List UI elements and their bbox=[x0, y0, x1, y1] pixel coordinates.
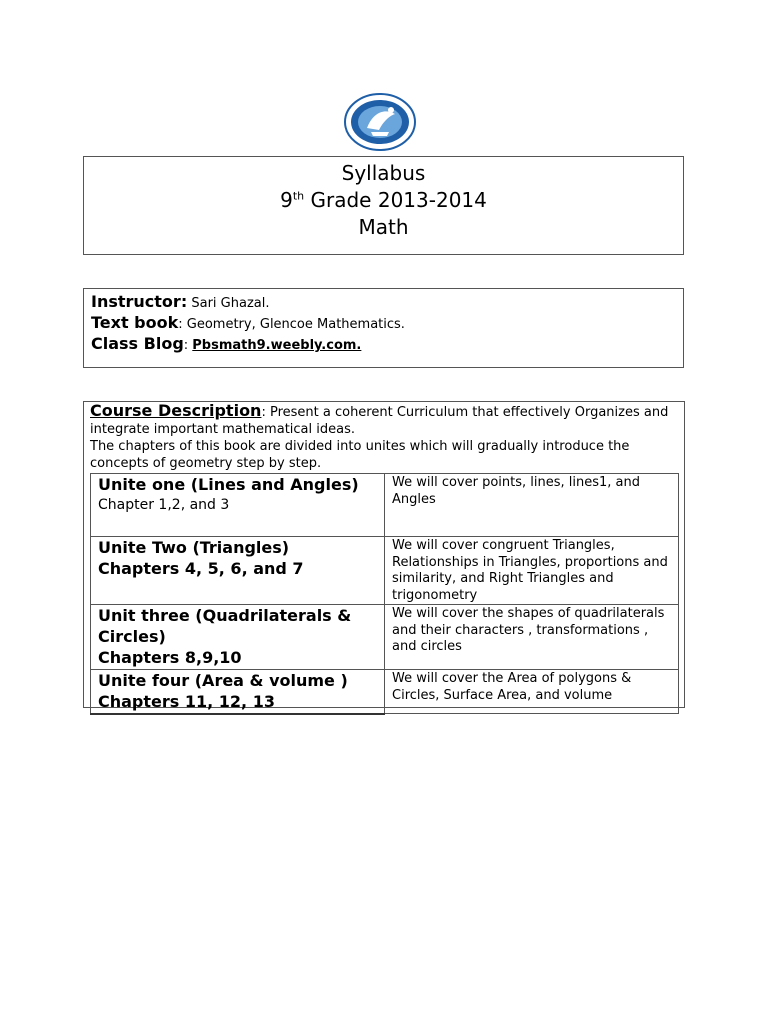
unit-title: Unit three (Quadrilaterals & Circles) bbox=[98, 606, 352, 646]
unit-chapters: Chapters 8,9,10 bbox=[98, 648, 242, 667]
instructor-line bbox=[91, 291, 676, 312]
unit-name-cell bbox=[91, 670, 385, 714]
unit-title: Unite one (Lines and Angles) bbox=[98, 475, 359, 494]
syllabus-title-box bbox=[83, 156, 684, 255]
subject-title: Math bbox=[358, 215, 409, 239]
units-table bbox=[90, 473, 679, 715]
grade-line bbox=[84, 187, 683, 214]
grade-year: Grade 2013-2014 bbox=[304, 188, 487, 212]
course-description bbox=[90, 402, 678, 472]
school-logo bbox=[343, 92, 417, 152]
textbook-label: Text book bbox=[91, 313, 179, 332]
class-blog-link[interactable]: Pbsmath9.weebly.com. bbox=[192, 338, 362, 353]
unit-cover-cell: We will cover congruent Triangles, Relationships in Triangles, proportions and similarity, and Right Triangles and trigonometry bbox=[385, 537, 679, 605]
unit-name-cell bbox=[91, 474, 385, 537]
instructor-label: Instructor: bbox=[91, 292, 188, 311]
syllabus-title: Syllabus bbox=[341, 161, 426, 185]
course-description-box bbox=[83, 401, 685, 711]
instructor-value: Sari Ghazal. bbox=[187, 296, 270, 311]
grade-suffix: th bbox=[292, 189, 305, 203]
unit-cover-cell: We will cover the shapes of quadrilaterals and their characters , transformations , and circles bbox=[385, 605, 679, 670]
unit-title: Unite four (Area & volume ) bbox=[98, 671, 348, 690]
course-info-box bbox=[83, 288, 684, 368]
course-description-text-2: The chapters of this book are divided into unites which will gradually introduce the concepts of geometry step by step. bbox=[90, 439, 630, 471]
course-description-text: : Present a coherent Curriculum that effectively Organizes and integrate important mathematical ideas. bbox=[90, 405, 669, 437]
table-row bbox=[91, 670, 679, 714]
class-blog-line bbox=[91, 333, 676, 354]
textbook-value: : Geometry, Glencoe Mathematics. bbox=[178, 317, 405, 332]
course-description-label: Course Description bbox=[90, 401, 262, 420]
unit-name-cell bbox=[91, 537, 385, 605]
unit-chapters: Chapter 1,2, and 3 bbox=[98, 497, 230, 513]
table-row bbox=[91, 605, 679, 670]
unit-chapters: Chapters 11, 12, 13 bbox=[98, 692, 275, 711]
textbook-line bbox=[91, 312, 676, 333]
grade-number: 9 bbox=[280, 188, 293, 212]
unit-title: Unite Two (Triangles) bbox=[98, 538, 290, 557]
table-row bbox=[91, 474, 679, 537]
unit-cover-cell: We will cover points, lines, lines1, and Angles bbox=[385, 474, 679, 537]
unit-name-cell bbox=[91, 605, 385, 670]
unit-chapters: Chapters 4, 5, 6, and 7 bbox=[98, 559, 304, 578]
table-row bbox=[91, 537, 679, 605]
class-blog-separator: : bbox=[183, 338, 193, 353]
unit-cover-cell: We will cover the Area of polygons & Circles, Surface Area, and volume bbox=[385, 670, 679, 714]
class-blog-label: Class Blog bbox=[91, 334, 184, 353]
